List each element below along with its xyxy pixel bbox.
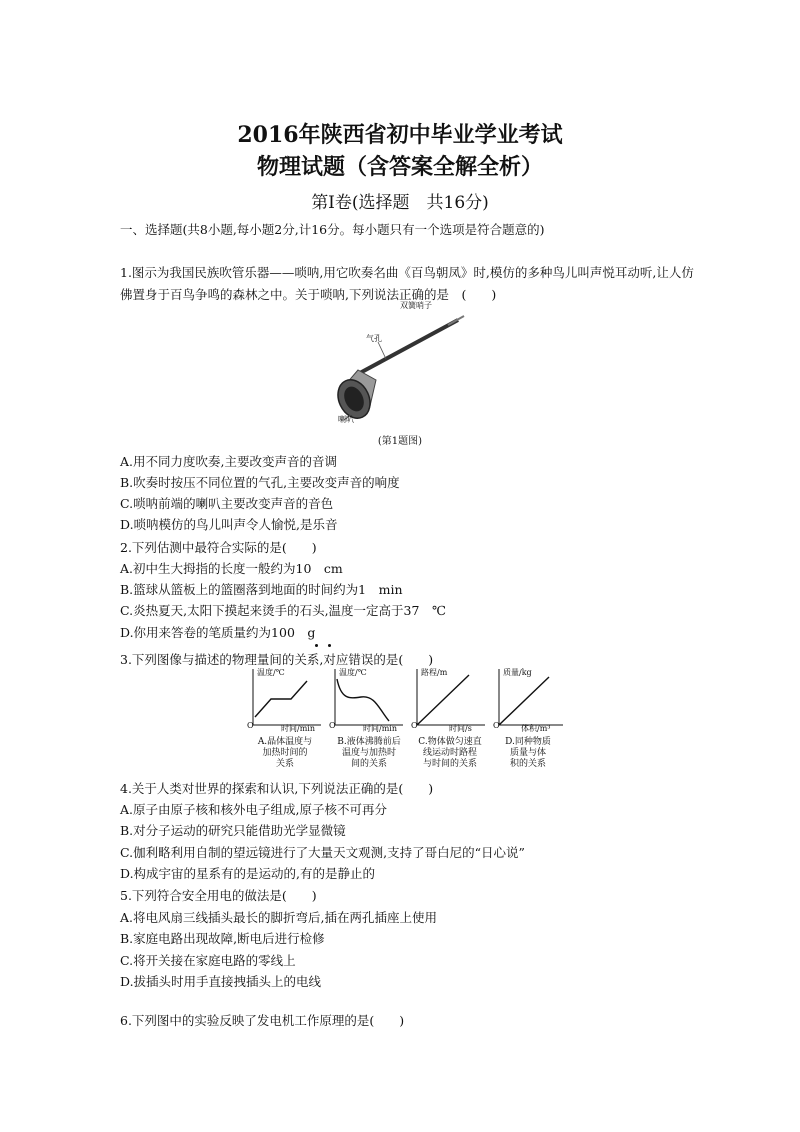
q5-option-d: D.拔插头时用手直接拽插头上的电线 — [120, 974, 322, 989]
q6-stem: 6.下列图中的实验反映了发电机工作原理的是( ) — [120, 1013, 405, 1028]
graph-c — [409, 665, 489, 775]
title-line-1: 2016年陕西省初中毕业学业考试 — [237, 122, 563, 148]
caption-line: A.晶体温度与 — [257, 737, 313, 747]
q5-stem: 5.下列符合安全用电的做法是( ) — [120, 888, 317, 903]
graph-b-ylabel: 温度/℃ — [339, 668, 367, 677]
graph-a-ylabel: 温度/℃ — [257, 668, 285, 677]
graph-b-caption — [327, 737, 411, 770]
q2-option-d: D.你用来答卷的笔质量约为100 g — [120, 625, 316, 640]
caption-line: 加热时间的 — [262, 748, 308, 758]
graph-d-caption — [491, 737, 565, 770]
q1-option-c: C.唢呐前端的喇叭主要改变声音的音色 — [120, 496, 334, 511]
instructions: 一、选择题(共8小题,每小题2分,计16分。每小题只有一个选项是符合题意的) — [120, 222, 545, 237]
graph-a-origin: O — [247, 721, 254, 730]
caption-line: 质量与体 — [509, 748, 546, 758]
q5-option-a: A.将电风扇三线插头最长的脚折弯后,插在两孔插座上使用 — [120, 910, 437, 925]
q4-stem: 4.关于人类对世界的探索和认识,下列说法正确的是( ) — [120, 781, 434, 796]
q4-option-c: C.伽利略利用自制的望远镜进行了大量天文观测,支持了哥白尼的“日心说” — [120, 845, 525, 860]
q2-option-c: C.炎热夏天,太阳下摸起来烫手的石头,温度一定高于37 ℃ — [120, 603, 446, 618]
q4-option-d: D.构成宇宙的星系有的是运动的,有的是静止的 — [120, 866, 376, 881]
caption-line: 温度与加热时 — [341, 748, 396, 758]
graph-d-xlabel: 体积/m³ — [521, 724, 551, 733]
title-line-2: 物理试题（含答案全解全析） — [256, 154, 543, 180]
graph-d — [491, 665, 565, 775]
graph-d-origin: O — [493, 721, 500, 730]
caption-line: B.液体沸腾前后 — [337, 737, 401, 747]
graph-c-xlabel: 时间/s — [449, 724, 472, 733]
q4-option-a: A.原子由原子核和核外电子组成,原子核不可再分 — [120, 802, 387, 817]
graph-c-ylabel: 路程/m — [421, 668, 448, 677]
suona-figure — [330, 296, 470, 426]
caption-line: D.同种物质 — [505, 737, 551, 747]
graph-a-caption — [245, 737, 325, 770]
q2-stem: 2.下列估测中最符合实际的是( ) — [120, 540, 317, 555]
caption-line: 线运动时路程 — [422, 748, 477, 758]
reed-label: 双簧哨子 — [400, 301, 432, 310]
q1-option-a: A.用不同力度吹奏,主要改变声音的音调 — [120, 454, 337, 469]
section-title: 第Ⅰ卷(选择题 共16分) — [311, 193, 489, 213]
q4-option-b: B.对分子运动的研究只能借助光学显微镜 — [120, 823, 346, 838]
caption-line: 积的关系 — [509, 759, 546, 769]
q1-figure-caption: (第1题图) — [377, 436, 423, 447]
graph-b — [327, 665, 407, 775]
caption-line: 间的关系 — [350, 759, 387, 769]
q3-stem: 3.下列图像与描述的物理量间的关系,对应错误的是( ) — [120, 652, 434, 667]
graph-b-origin: O — [329, 721, 336, 730]
graph-c-caption — [409, 737, 491, 770]
caption-line: 与时间的关系 — [422, 759, 477, 769]
caption-line: C.物体做匀速直 — [418, 737, 482, 747]
graph-a — [245, 665, 325, 775]
graph-c-origin: O — [411, 721, 418, 730]
emphasis-dot — [315, 644, 318, 647]
q1-stem-line-1: 1.图示为我国民族吹管乐器——唢呐,用它吹奏名曲《百鸟朝凤》时,模仿的多种鸟儿叫声悦耳动听,让人仿 — [120, 265, 694, 280]
graph-a-xlabel: 时间/min — [281, 724, 315, 733]
bell-label: 喇叭 — [338, 415, 354, 424]
graph-d-ylabel: 质量/kg — [503, 668, 532, 677]
q2-option-b: B.篮球从篮板上的篮圈落到地面的时间约为1 min — [120, 582, 403, 597]
q1-option-b: B.吹奏时按压不同位置的气孔,主要改变声音的响度 — [120, 475, 400, 490]
hole-label: 气孔 — [366, 334, 382, 343]
q1-option-d: D.唢呐模仿的鸟儿叫声令人愉悦,是乐音 — [120, 517, 338, 532]
q3-graphs — [245, 665, 565, 775]
q1-stem-line-2: 佛置身于百鸟争鸣的森林之中。关于唢呐,下列说法正确的是 ( ) — [120, 287, 497, 302]
q2-option-a: A.初中生大拇指的长度一般约为10 cm — [120, 561, 343, 576]
graph-b-xlabel: 时间/min — [363, 724, 397, 733]
q5-option-b: B.家庭电路出现故障,断电后进行检修 — [120, 931, 325, 946]
q5-option-c: C.将开关接在家庭电路的零线上 — [120, 953, 296, 968]
emphasis-dot — [328, 644, 331, 647]
caption-line: 关系 — [275, 759, 294, 769]
